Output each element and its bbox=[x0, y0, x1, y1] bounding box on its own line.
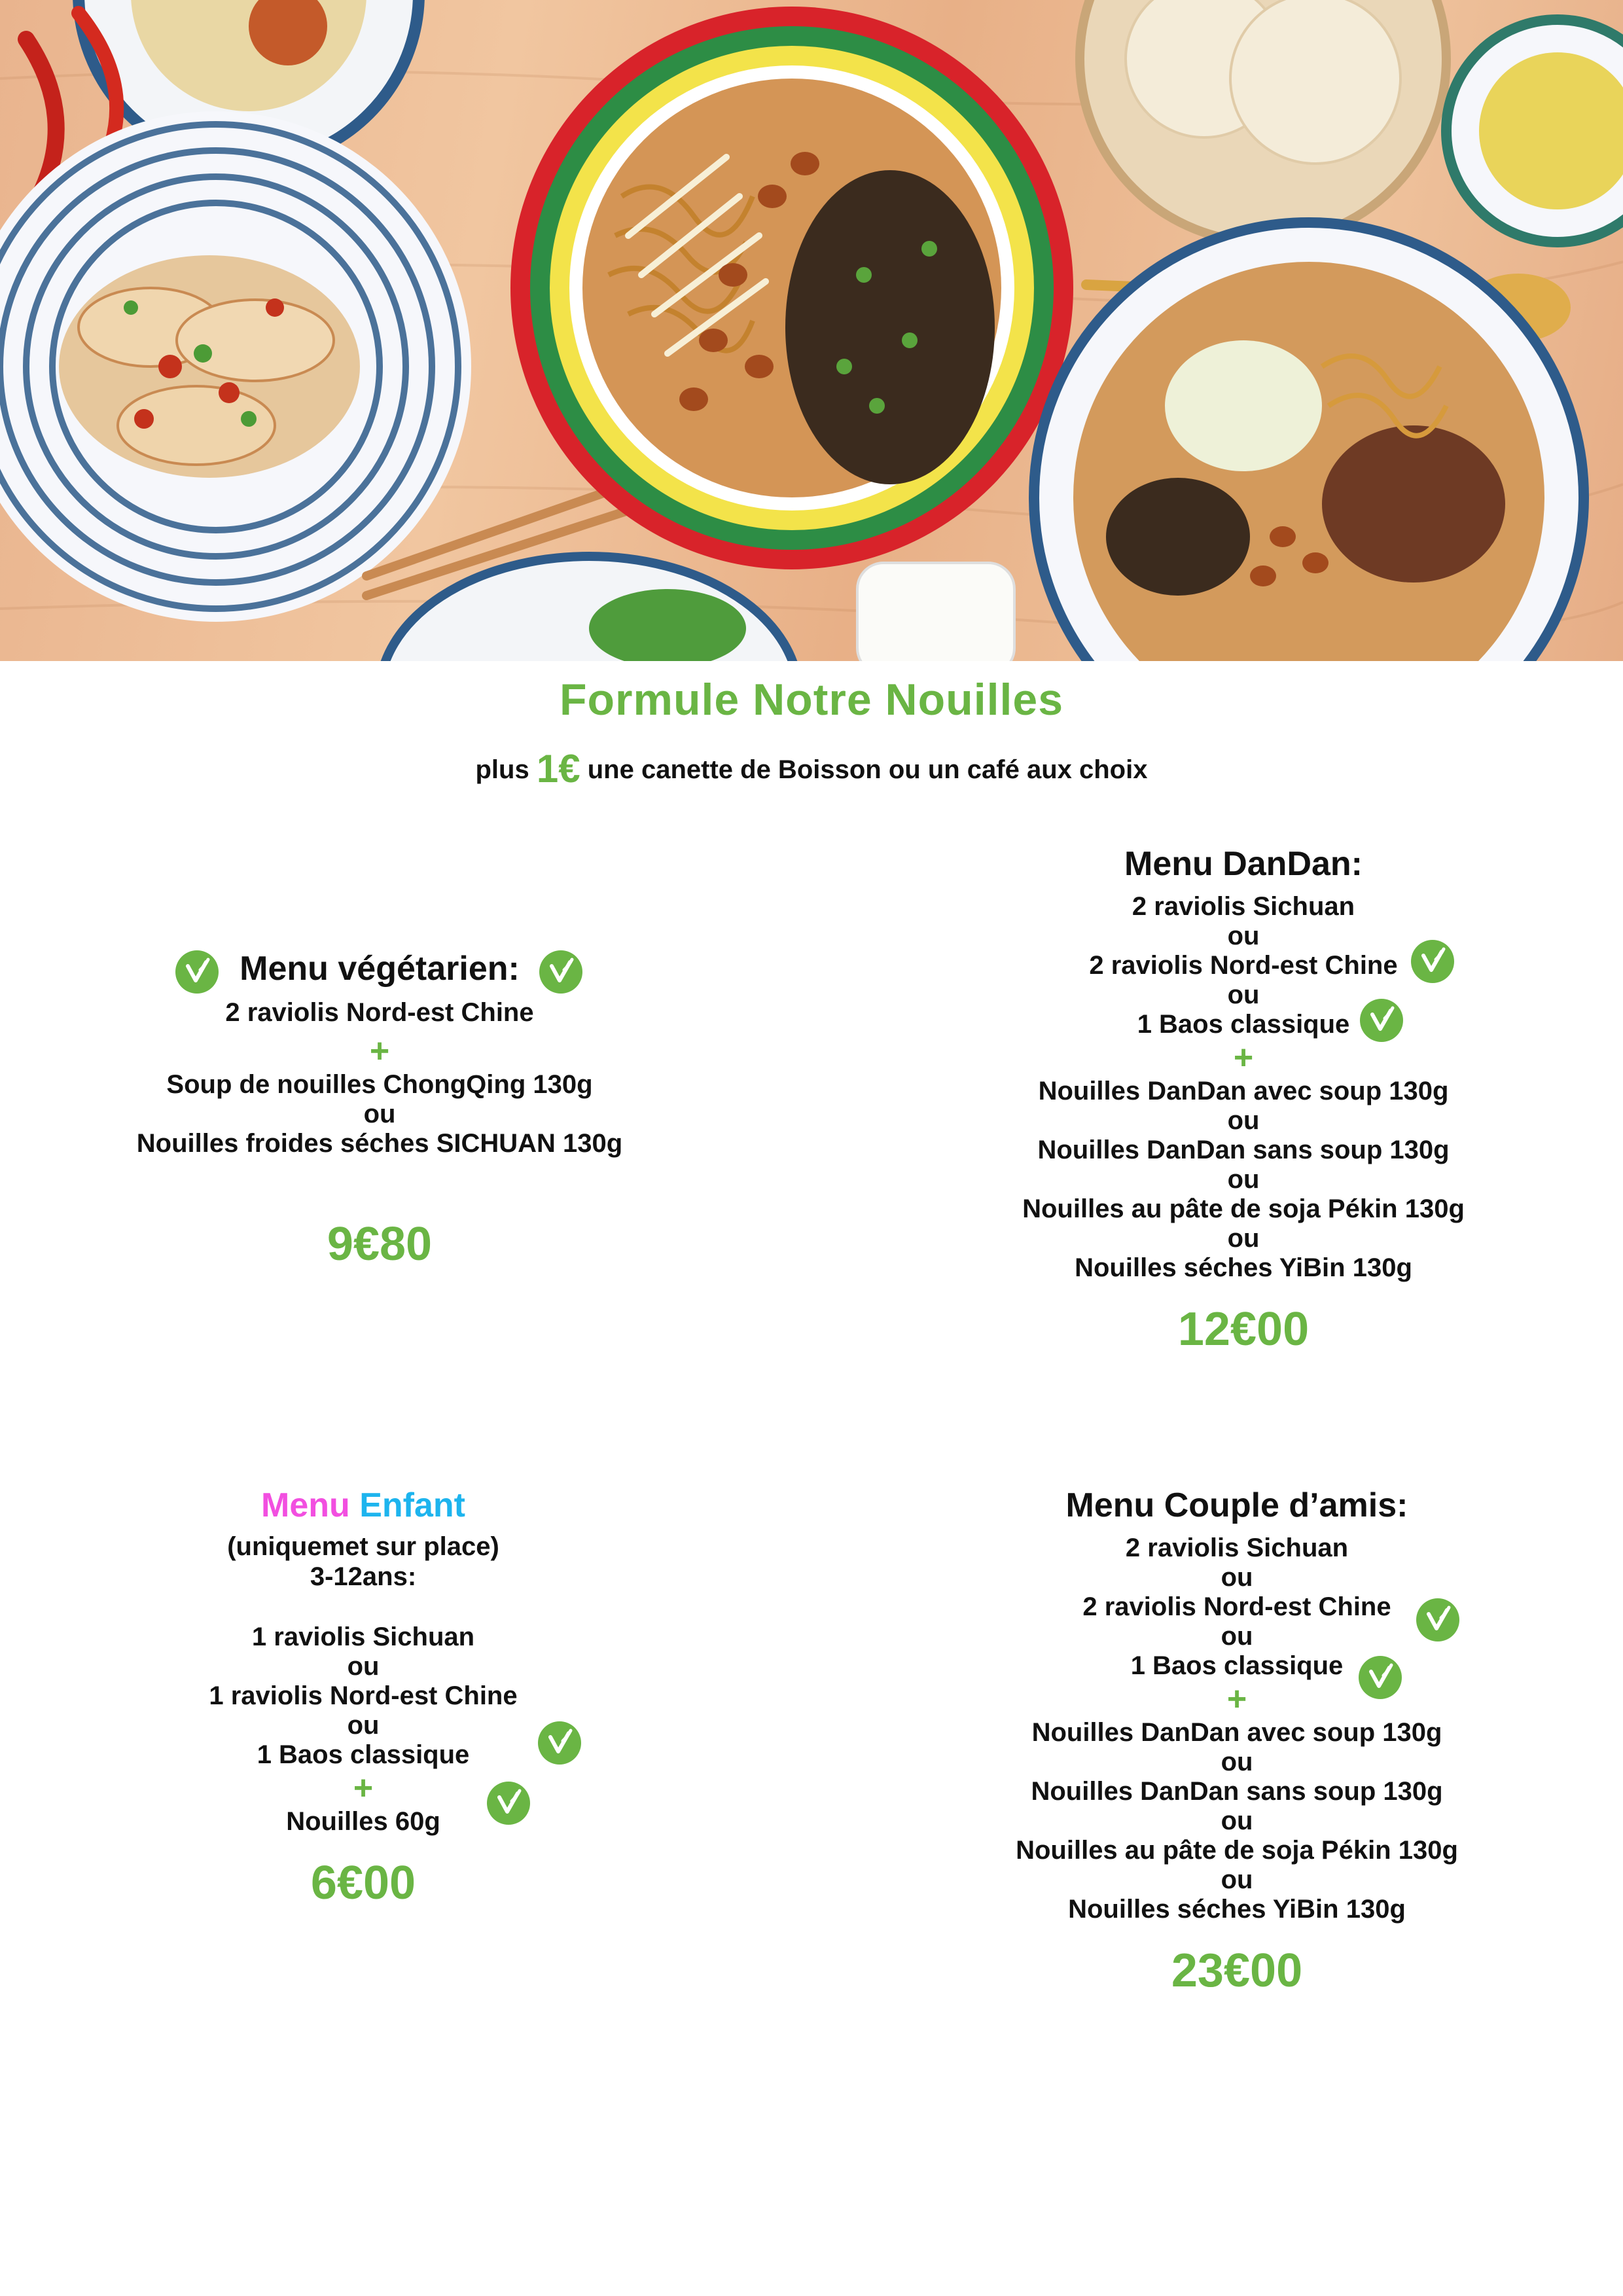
menu-enfant-age: 3-12ans: bbox=[310, 1562, 417, 1591]
plus-sign: + bbox=[1226, 1680, 1247, 1718]
menu-enfant-title-part1: Menu bbox=[261, 1486, 350, 1524]
menu-vegetarien-price: 9€80 bbox=[327, 1218, 433, 1270]
menu-dandan-line: 2 raviolis Sichuan bbox=[1132, 892, 1355, 921]
vegan-leaf-icon bbox=[1411, 940, 1454, 983]
plus-sign: + bbox=[1233, 1039, 1254, 1077]
vegan-leaf-icon bbox=[1359, 1656, 1402, 1699]
or-separator: ou bbox=[1227, 1106, 1260, 1135]
menu-dandan-line: 1 Baos classique bbox=[1137, 1010, 1350, 1039]
or-separator: ou bbox=[363, 1100, 396, 1128]
menu-couple-title: Menu Couple d’amis: bbox=[1065, 1486, 1408, 1524]
or-separator: ou bbox=[347, 1652, 380, 1681]
vegan-leaf-icon bbox=[1416, 1598, 1459, 1641]
menu-dandan-line: 2 raviolis Nord-est Chine bbox=[1089, 951, 1398, 980]
or-separator: ou bbox=[1221, 1622, 1253, 1651]
menu-vegetarien-line: Nouilles froides séches SICHUAN 130g bbox=[136, 1129, 623, 1158]
plus-sign: + bbox=[353, 1769, 374, 1807]
menu-enfant-line: 1 Baos classique bbox=[257, 1740, 470, 1769]
menu-dandan bbox=[949, 844, 1538, 1356]
or-separator: ou bbox=[1227, 1165, 1260, 1194]
menu-dandan-line: Nouilles au pâte de soja Pékin 130g bbox=[1022, 1194, 1465, 1223]
menu-dandan-title: Menu DanDan: bbox=[1124, 845, 1363, 883]
menu-enfant-note: (uniquemet sur place) bbox=[227, 1532, 499, 1561]
vegan-leaf-icon bbox=[539, 950, 582, 994]
vegan-leaf-icon bbox=[538, 1721, 581, 1765]
or-separator: ou bbox=[1227, 1224, 1260, 1253]
menu-enfant-title-part2: Enfant bbox=[359, 1486, 465, 1524]
menu-couple-line: 1 Baos classique bbox=[1130, 1651, 1344, 1680]
menu-vegetarien-line: Soup de nouilles ChongQing 130g bbox=[166, 1070, 593, 1099]
menu-enfant-line: 1 raviolis Sichuan bbox=[251, 1623, 475, 1651]
menu-vegetarien-line: 2 raviolis Nord-est Chine bbox=[225, 998, 534, 1027]
or-separator: ou bbox=[1221, 1806, 1253, 1835]
page-title: Formule Notre Nouilles bbox=[559, 675, 1064, 725]
menu-couple-line: Nouilles au pâte de soja Pékin 130g bbox=[1016, 1836, 1458, 1865]
menu-dandan-price: 12€00 bbox=[1177, 1303, 1310, 1355]
hero-illustration bbox=[0, 0, 1623, 661]
plus-sign: + bbox=[369, 1032, 390, 1070]
or-separator: ou bbox=[1221, 1865, 1253, 1894]
or-separator: ou bbox=[347, 1711, 380, 1740]
menu-dandan-line: Nouilles séches YiBin 130g bbox=[1075, 1253, 1412, 1282]
menu-enfant bbox=[69, 1486, 658, 1910]
subtitle-prefix: plus bbox=[475, 755, 529, 784]
menu-enfant-line: 1 raviolis Nord-est Chine bbox=[209, 1681, 518, 1710]
menu-couple-line: 2 raviolis Sichuan bbox=[1125, 1534, 1349, 1562]
page-subtitle bbox=[0, 746, 1623, 791]
subtitle-suffix: une canette de Boisson ou un café aux choix bbox=[587, 755, 1148, 784]
or-separator: ou bbox=[1227, 922, 1260, 950]
vegan-leaf-icon bbox=[1360, 999, 1403, 1042]
menu-enfant-title bbox=[69, 1486, 658, 1525]
menu-couple-line: Nouilles DanDan avec soup 130g bbox=[1031, 1718, 1442, 1747]
menu-vegetarien bbox=[85, 949, 674, 1271]
menu-couple-line: Nouilles séches YiBin 130g bbox=[1068, 1895, 1406, 1924]
or-separator: ou bbox=[1221, 1563, 1253, 1592]
hero-food-photo bbox=[0, 0, 1623, 661]
or-separator: ou bbox=[1227, 980, 1260, 1009]
menu-dandan-line: Nouilles DanDan avec soup 130g bbox=[1038, 1077, 1449, 1105]
menu-dandan-line: Nouilles DanDan sans soup 130g bbox=[1037, 1136, 1450, 1164]
menu-couple bbox=[942, 1486, 1531, 1998]
menu-couple-line: 2 raviolis Nord-est Chine bbox=[1082, 1592, 1391, 1621]
menu-enfant-price: 6€00 bbox=[310, 1857, 416, 1909]
vegan-leaf-icon bbox=[175, 950, 219, 994]
menu-couple-line: Nouilles DanDan sans soup 130g bbox=[1031, 1777, 1443, 1806]
milk-glass bbox=[857, 563, 1014, 661]
vegan-leaf-icon bbox=[487, 1782, 530, 1825]
menu-couple-price: 23€00 bbox=[1171, 1945, 1303, 1997]
subtitle-price: 1€ bbox=[536, 747, 580, 791]
menu-vegetarien-title: Menu végétarien: bbox=[240, 950, 520, 988]
menu-enfant-line: Nouilles 60g bbox=[286, 1807, 440, 1836]
or-separator: ou bbox=[1221, 1748, 1253, 1776]
